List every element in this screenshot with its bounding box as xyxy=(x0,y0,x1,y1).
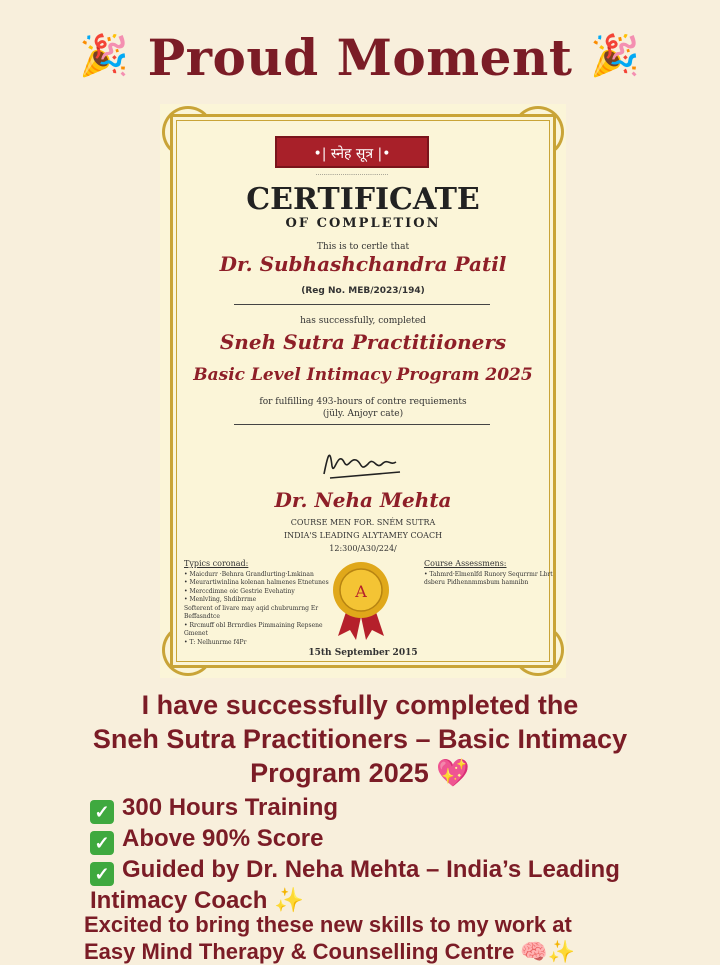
list-item-label: Guided by Dr. Neha Mehta – India’s Leading xyxy=(122,856,620,883)
ornament-corner-icon xyxy=(512,106,564,158)
program-title-line2: Basic Level Intimacy Program 2025 xyxy=(193,365,533,385)
list-item xyxy=(90,793,690,824)
list-item xyxy=(90,824,690,855)
list-item: • Meurartiwinlina kolenan halmenes Etnetunes xyxy=(184,579,329,586)
list-item: • T: Nelhunrme f4Pr xyxy=(184,638,247,646)
closing-line-2: Easy Mind Therapy & Counselling Centre 🧠✨ xyxy=(84,939,576,964)
gold-seal-icon xyxy=(330,562,392,640)
title-text: Proud Moment xyxy=(147,28,573,87)
party-popper-icon: 🎉 xyxy=(590,32,641,79)
completed-text: has successfully, completed xyxy=(300,316,426,326)
certificate-logo: •| स्नेह सूत्र |• xyxy=(275,136,429,168)
logo-tagline: ...................................... xyxy=(315,170,389,177)
list-item: • Tahmrd·Elmenlfd Runory Sequrrmr Lbrt xyxy=(424,570,553,578)
requirements-line1: for fulfilling 493-hours of contre requiements xyxy=(259,397,467,407)
list-item-label: 300 Hours Training xyxy=(122,794,339,821)
closing-line-1: Excited to bring these new skills to my work at xyxy=(84,912,572,937)
assessment-heading: Course Assessmens: xyxy=(424,559,507,568)
assessment-list xyxy=(424,560,554,588)
certificate-image xyxy=(160,104,566,678)
signatory-role-3: 12:300/A30/224/ xyxy=(329,544,397,553)
topics-heading: Typics coronad: xyxy=(184,559,249,568)
requirements-line2: (jüly. Anjoyr cate) xyxy=(322,409,404,419)
signatory-name: Dr. Neha Mehta xyxy=(274,488,452,512)
party-popper-icon: 🎉 xyxy=(79,32,130,79)
list-item: • Merccdimne oic Gestrie Evehatiny xyxy=(184,587,295,595)
check-mark-button-icon: ✓ xyxy=(90,831,114,855)
list-item xyxy=(90,855,690,886)
list-item-continuation: Intimacy Coach ✨ xyxy=(90,887,304,914)
signature-icon xyxy=(320,444,410,480)
ornament-corner-icon xyxy=(162,106,214,158)
certificate-heading: CERTIFICATE xyxy=(246,182,480,217)
certificate-date: 15th September 2015 xyxy=(308,648,418,658)
topics-list xyxy=(184,560,334,647)
list-item: • Rrcmuff obl Brrnrdies Pimmaining Repsene Gmenet xyxy=(184,621,323,637)
signatory-role-1: COURSE MEN FOR. SNÉM SUTRA xyxy=(290,518,436,527)
list-item: dsberu Pidhennmmsbum hamnibn xyxy=(424,579,529,586)
list-item: Softerent of livare may aqid chubrumrng Er Beffasndtce xyxy=(184,604,319,620)
divider xyxy=(234,304,490,305)
closing-text xyxy=(84,911,704,965)
lead-line-2: Sneh Sutra Practitioners – Basic Intimacy xyxy=(92,724,628,754)
recipient-name: Dr. Subhashchandra Patil xyxy=(219,252,507,276)
certificate-subheading: OF COMPLETION xyxy=(285,216,441,231)
divider xyxy=(234,424,490,425)
check-mark-button-icon: ✓ xyxy=(90,800,114,824)
lead-line-3: Program 2025 💖 xyxy=(250,758,470,788)
list-item: • Maicdurr ·Behnra Grandlurting·Lmkinan xyxy=(184,570,314,578)
check-mark-button-icon: ✓ xyxy=(90,862,114,886)
list-item: • Menlvling, Shdibrrme xyxy=(184,596,257,603)
list-item-label: Above 90% Score xyxy=(122,825,324,852)
lead-line-1: I have successfully completed the xyxy=(141,690,579,720)
page-title xyxy=(0,28,720,87)
registration-number: (Reg No. MEB/2023/194) xyxy=(301,286,425,296)
seal-letter: A xyxy=(355,582,367,601)
program-title-line1: Sneh Sutra Practitiioners xyxy=(219,330,507,354)
achievement-list xyxy=(90,793,690,915)
certificate-intro: This is to certle that xyxy=(316,242,410,252)
signatory-role-2: INDIA'S LEADING ALYTAMEY COACH xyxy=(283,531,443,540)
